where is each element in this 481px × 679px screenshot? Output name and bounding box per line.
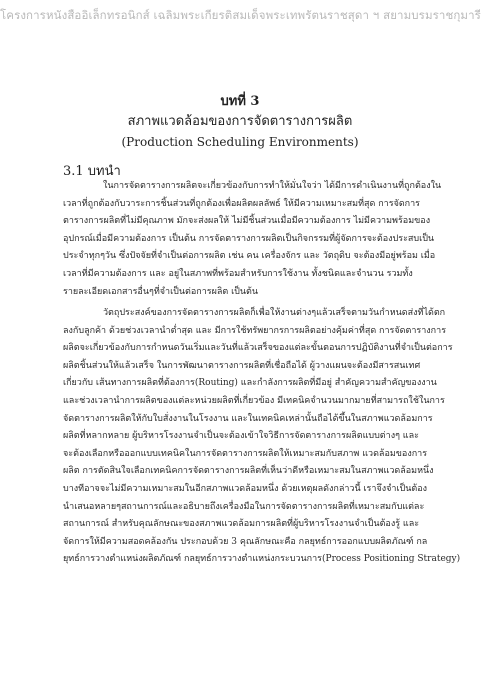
- text-line: เกี่ยวกับ เส้นทางการผลิตที่ต้องการ(Routing) และกำลังการผลิตที่มีอยู่ สำคัญความสำคัญของงาน: [63, 378, 437, 389]
- text-line: ผลิต การตัดสินใจเลือกเทคนิคการจัดตารางการผลิตที่เห็นว่าดีหรือเหมาะสมในสภาพแวดล้อมหนึ่ง: [63, 466, 434, 477]
- text-line: และช่วงเวลานำการผลิตของแต่ละหน่วยผลิตที่เกี่ยวข้อง มีเทคนิคจำนวนมากมายที่สามารถใช้ในการ: [63, 395, 445, 406]
- text-line: ยุทธ์การวางตำแหน่งผลิตภัณฑ์ กลยุทธ์การวางตำแหน่งกระบวนการ(Process Positioning Strategy): [63, 554, 461, 565]
- text-line: วัตถุประสงค์ของการจัดตารางการผลิตก็เพื่อให้งานต่างๆแล้วเสร็จตามวันกำหนดส่งที่ได้ตก: [103, 308, 446, 318]
- text-line: จัดตารางการผลิตให้กับใบสั่งงานในโรงงาน และในเทคนิคเหล่านั้นถือได้ขึ้นในสภาพแวดล้อมการ: [63, 413, 433, 424]
- text-line: ประจำทุกๆวัน ซึ่งปัจจัยที่จำเป็นต่อการผลิต เช่น คน เครื่องจักร และ วัตถุดิบ จะต้องมีอยู่พร้อม เมื่อ: [63, 251, 436, 262]
- text-line: ลงกับลูกค้า ด้วยช่วงเวลานำต่ำสุด และ มีการใช้ทรัพยากรการผลิตอย่างคุ้มค่าที่สุด การจัดตารางการ: [63, 325, 447, 336]
- paragraph-intro: [63, 178, 442, 301]
- text-line: สถานการณ์ สำหรับคุณลักษณะของสภาพแวดล้อมการผลิตที่ผู้บริหารโรงงานจำเป็นต้องรู้ และ: [63, 519, 420, 530]
- text-line: ผลิตจะเกี่ยวข้องกับการกำหนดวันเริ่มและวันที่แล้วเสร็จของแต่ละขั้นตอนการปฏิบัติงานที่จำเป็นต่อการ: [63, 343, 453, 354]
- text-line: เวลาที่มีความต้องการ และ อยู่ในสภาพที่พร้อมสำหรับการใช้งาน ทั้งชนิดและจำนวน รวมทั้ง: [63, 268, 413, 279]
- text-line: รายละเอียดเอกสารอื่นๆที่จำเป็นต่อการผลิต เป็นต้น: [63, 286, 259, 297]
- section-heading: 3.1 บทนำ: [63, 164, 121, 179]
- text-line: บางทีอาจจะไม่มีความเหมาะสมในอีกสภาพแวดล้อมหนึ่ง ด้วยเหตุผลดังกล่าวนี้ เราจึงจำเป็นต้อง: [63, 483, 428, 494]
- text-line: จัดการให้มีความสอดคล้องกัน ประกอบด้วย 3 คุณลักษณะคือ กลยุทธ์การออกแบบผลิตภัณฑ์ กล: [63, 536, 428, 547]
- text-line: จะต้องเลือกหรือออกแบบเทคนิคในการจัดตารางการผลิตให้เหมาะสมกับสภาพ แวดล้อมของการ: [63, 448, 428, 459]
- text-line: นำเสนอหลายๆสถานการณ์และอธิบายถึงเครื่องมือในการจัดตารางการผลิตที่เหมาะสมกับแต่ละ: [63, 501, 425, 512]
- chapter-heading: บทที่ 3: [220, 94, 260, 109]
- text-line: อุปกรณ์เมื่อมีความต้องการ เป็นต้น การจัดตารางการผลิตเป็นกิจกรรมที่ผู้จัดการจะต้องประสบเป็น: [63, 233, 435, 244]
- text-line: ตารางการผลิตที่ไม่มีคุณภาพ มักจะส่งผลให้ ไม่มีชิ้นส่วนเมื่อมีความต้องการ ไม่มีความพร้อมของ: [63, 216, 431, 227]
- paragraph-objectives: [63, 305, 461, 569]
- page-header: โครงการหนังสืออิเล็กทรอนิกส์ เฉลิมพระเกียรติสมเด็จพระเทพรัตนราชสุดา ฯ สยามบรมราชกุมารี: [0, 8, 481, 22]
- text-line: เวลาที่ถูกต้องกับวาระการชิ้นส่วนที่ถูกต้องเพื่อผลิตผลลัพธ์ ให้มีความเหมาะสมที่สุด การจัดการ: [63, 198, 421, 209]
- text-line: ผลิตชิ้นส่วนให้แล้วเสร็จ ในการพัฒนาตารางการผลิตที่เชื่อถือได้ ผู้วางแผนจะต้องมีสารสนเทศ: [63, 360, 421, 371]
- chapter-subtitle: (Production Scheduling Environments): [121, 135, 359, 149]
- chapter-title: สภาพแวดล้อมของการจัดตารางการผลิต: [127, 114, 353, 129]
- text-line: ในการจัดตารางการผลิตจะเกี่ยวข้องกับการทำให้มั่นใจว่า ได้มีการดำเนินงานที่ถูกต้องใน: [103, 181, 442, 191]
- text-line: ผลิตที่หลากหลาย ผู้บริหารโรงงานจำเป็นจะต้องเข้าใจวิธีการจัดตารางการผลิตแบบต่างๆ และ: [63, 431, 419, 442]
